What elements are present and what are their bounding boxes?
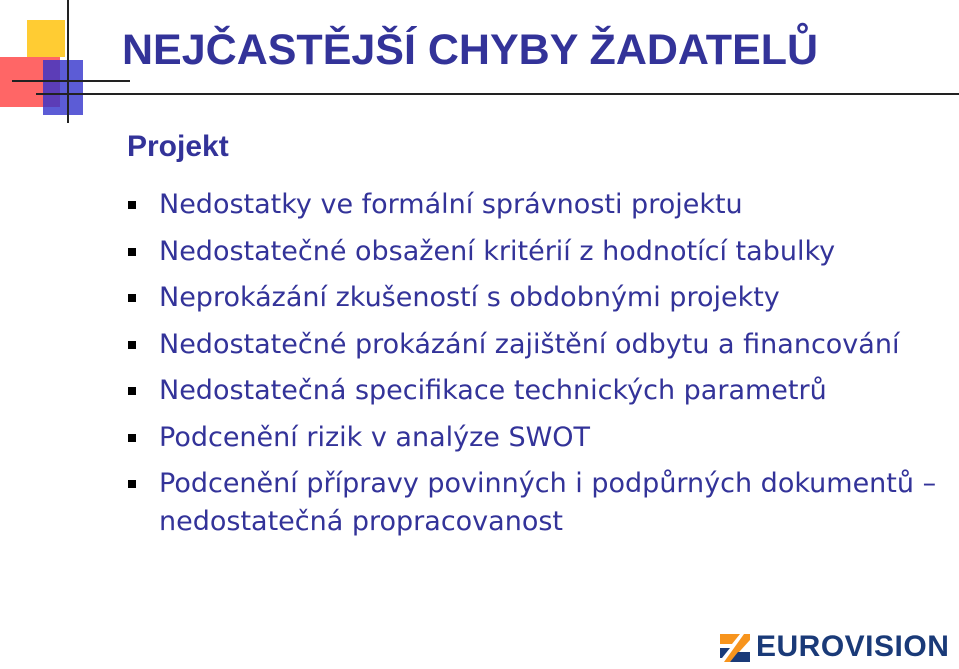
square-bullet-icon [128, 294, 136, 302]
section-heading: Projekt [127, 130, 229, 163]
eurovision-logo [718, 630, 954, 664]
corner-decoration [0, 0, 130, 130]
bullet-text: Nedostatečná specifikace technických parametrů [159, 375, 827, 406]
bullet-text: Podcenění přípravy povinných i podpůrných dokumentů – nedostatečná propracovanost [159, 468, 937, 537]
bullet-item [0, 279, 939, 317]
square-bullet-icon [128, 434, 136, 442]
bullet-list [0, 186, 939, 549]
bullet-text: Podcenění rizik v analýze SWOT [159, 421, 591, 453]
bullet-item [0, 186, 939, 224]
bullet-item [0, 465, 939, 540]
bullet-item [0, 372, 939, 410]
bullet-text: Nedostatečné obsažení kritérií z hodnotící tabulky [159, 235, 836, 267]
bullet-item [0, 419, 939, 457]
square-bullet-icon [128, 201, 136, 209]
square-bullet-icon [128, 341, 136, 349]
title-divider [36, 93, 959, 95]
square-bullet-icon [128, 248, 136, 256]
bullet-text: Neprokázání zkušeností s obdobnými projekty [159, 282, 780, 313]
eurovision-logo-icon [718, 630, 752, 664]
logo-wordmark: EUROVISION [756, 630, 950, 663]
slide-title: NEJČASTĚJŠÍ CHYBY ŽADATELŮ [122, 26, 819, 74]
bullet-item [0, 326, 939, 364]
bullet-item [0, 233, 939, 271]
square-bullet-icon [128, 480, 136, 488]
square-bullet-icon [128, 387, 136, 395]
bullet-text: Nedostatečné prokázání zajištění odbytu a financování [159, 328, 900, 360]
bullet-text: Nedostatky ve formální správnosti projektu [159, 189, 743, 220]
